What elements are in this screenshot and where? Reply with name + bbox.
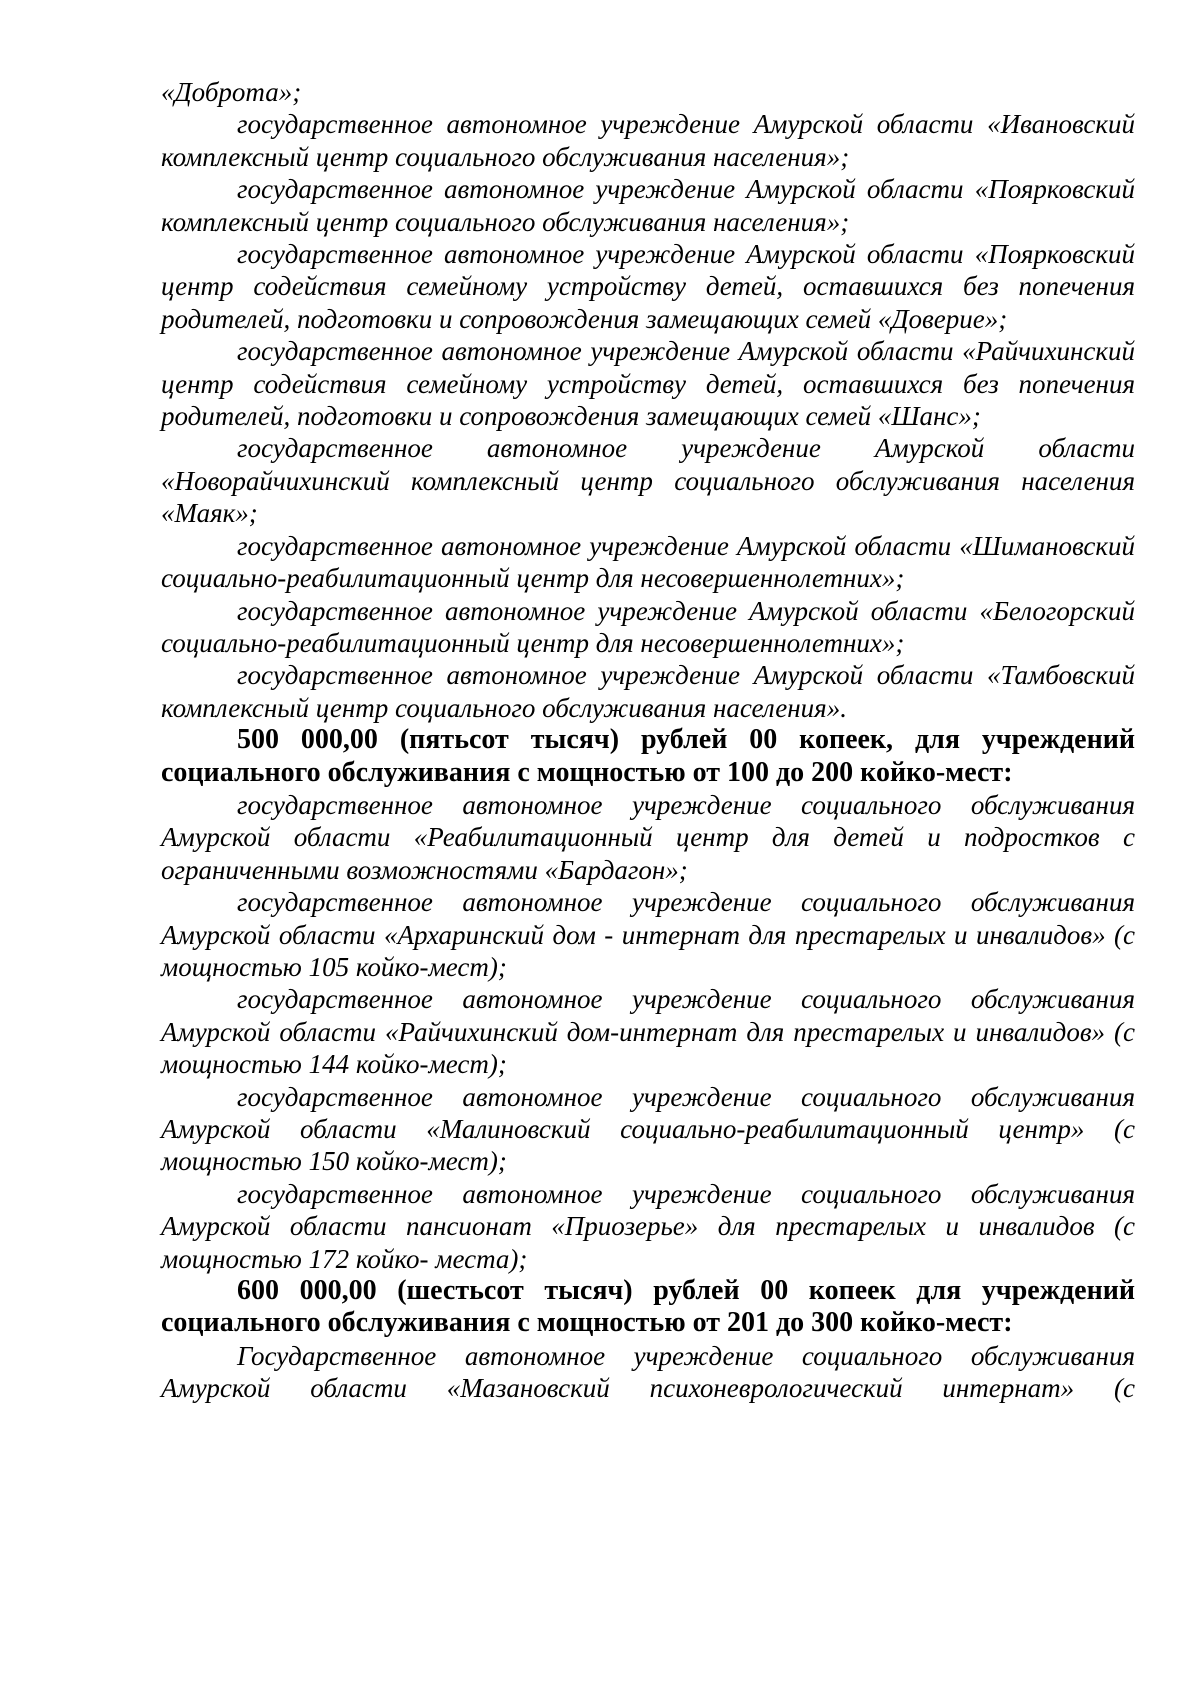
section-heading: 600 000,00 (шестьсот тысяч) рублей 00 копеек для учреждений социального обслуживания с мощностью от 201 до 300 койко-мест: (161, 1275, 1135, 1339)
list-paragraph: «Доброта»; (161, 77, 302, 107)
section-heading: 500 000,00 (пятьсот тысяч) рублей 00 копеек, для учреждений социального обслуживания с мощностью от 100 до 200 койко-мест: (161, 724, 1135, 788)
list-paragraph: государственное автономное учреждение Амурской области «Тамбовский комплексный центр социального обслуживания населения». (161, 660, 1135, 723)
list-paragraph: государственное автономное учреждение социального обслуживания Амурской области «Реабилитационный центр для детей и подростков с ограниченными возможностями «Бардагон»; (161, 789, 1135, 885)
list-paragraph: государственное автономное учреждение Амурской области «Поярковский комплексный центр социального обслуживания населения»; (161, 174, 1135, 237)
list-paragraph: Государственное автономное учреждение социального обслуживания Амурской области «Мазановский психоневрологический интернат» (с (161, 1340, 1135, 1404)
list-paragraph: государственное автономное учреждение Амурской области «Шимановский социально-реабилитационный центр для несовершеннолетних»; (161, 530, 1135, 594)
list-paragraph: государственное автономное учреждение Амурской области «Белогорский социально-реабилитационный центр для несовершеннолетних»; (161, 595, 1135, 658)
list-paragraph: государственное автономное учреждение Амурской области «Райчихинский центр содействия семейному устройству детей, оставшихся без попечения родителей, подготовки и сопровождения замещающих семей «Шанс»; (161, 336, 1135, 432)
list-paragraph: государственное автономное учреждение социального обслуживания Амурской области «Райчихинский дом-интернат для престарелых и инвалидов» (с мощностью 144 койко-мест); (161, 984, 1135, 1080)
list-paragraph: государственное автономное учреждение социального обслуживания Амурской области «Архаринский дом - интернат для престарелых и инвалидов» (с мощностью 105 койко-мест); (161, 887, 1135, 982)
list-paragraph: государственное автономное учреждение социального обслуживания Амурской области «Малиновский социально-реабилитационный центр» (с мощностью 150 койко-мест); (161, 1081, 1135, 1177)
list-paragraph: государственное автономное учреждение Амурской области «Поярковский центр содействия семейному устройству детей, оставшихся без попечения родителей, подготовки и сопровождения замещающих семей «Доверие»; (161, 239, 1135, 334)
list-paragraph: государственное автономное учреждение Амурской области «Ивановский комплексный центр социального обслуживания населения»; (161, 109, 1135, 172)
list-paragraph: государственное автономное учреждение социального обслуживания Амурской области пансионат «Приозерье» для престарелых и инвалидов (с мощностью 172 койко- места); (161, 1178, 1135, 1274)
list-paragraph: государственное автономное учреждение Амурской области «Новорайчихинский комплексный центр социального обслуживания населения «Маяк»; (161, 433, 1135, 529)
document-body (161, 76, 1135, 1405)
